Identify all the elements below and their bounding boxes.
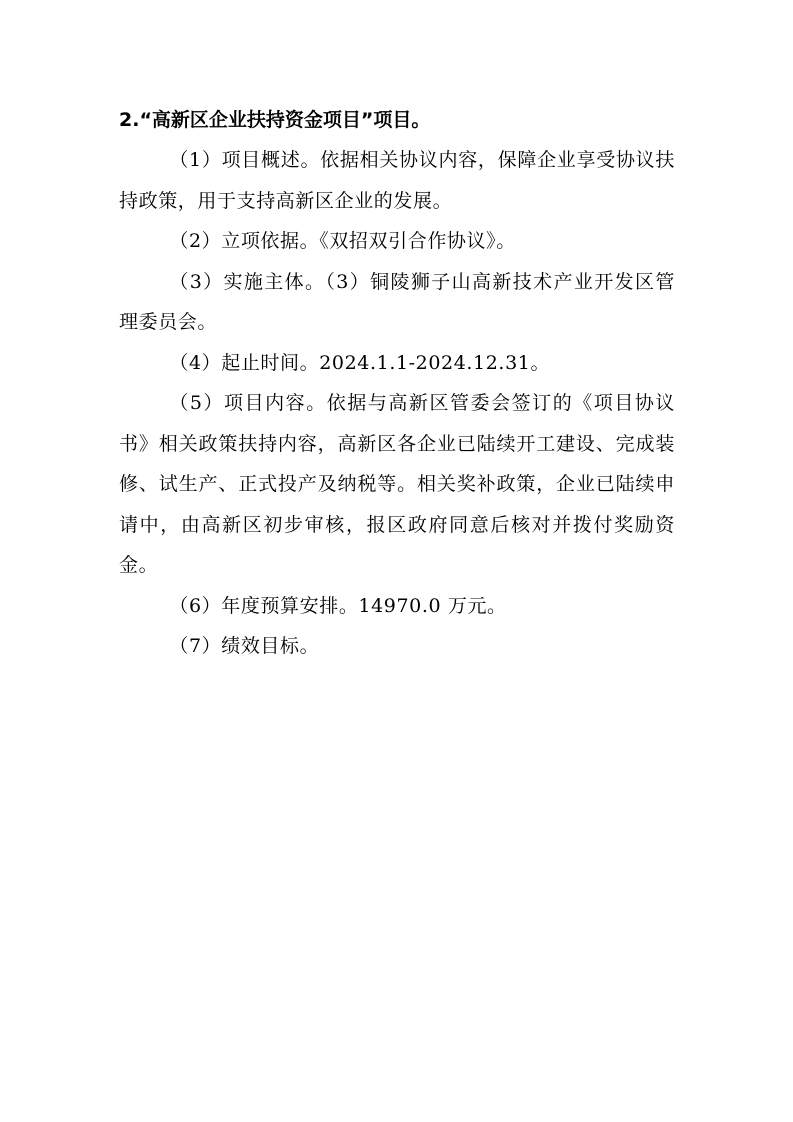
section-heading: 2.“高新区企业扶持资金项目”项目。 [119,109,431,131]
paragraph-budget: （6）年度预算安排。14970.0 万元。 [169,594,507,617]
paragraph-overview: （1）项目概述。依据相关协议内容，保障企业享受协议扶持政策，用于支持高新区企业的发展。 [119,149,675,212]
document-body [119,100,675,667]
paragraph-targets: （7）绩效目标。 [169,635,320,657]
paragraph-implementer: （3）实施主体。（3）铜陵狮子山高新技术产业开发区管理委员会。 [119,270,675,333]
paragraph-basis: （2）立项依据。《双招双引合作协议》。 [169,230,516,252]
paragraph-content: （5）项目内容。依据与高新区管委会签订的《项目协议书》相关政策扶持内容，高新区各企业已陆续开工建设、完成装修、试生产、正式投产及纳税等。相关奖补政策，企业已陆续申请中，由高新区初步审核，报区政府同意后核对并拨付奖励资金。 [119,392,675,576]
paragraph-period: （4）起止时间。2024.1.1-2024.12.31。 [169,351,551,374]
